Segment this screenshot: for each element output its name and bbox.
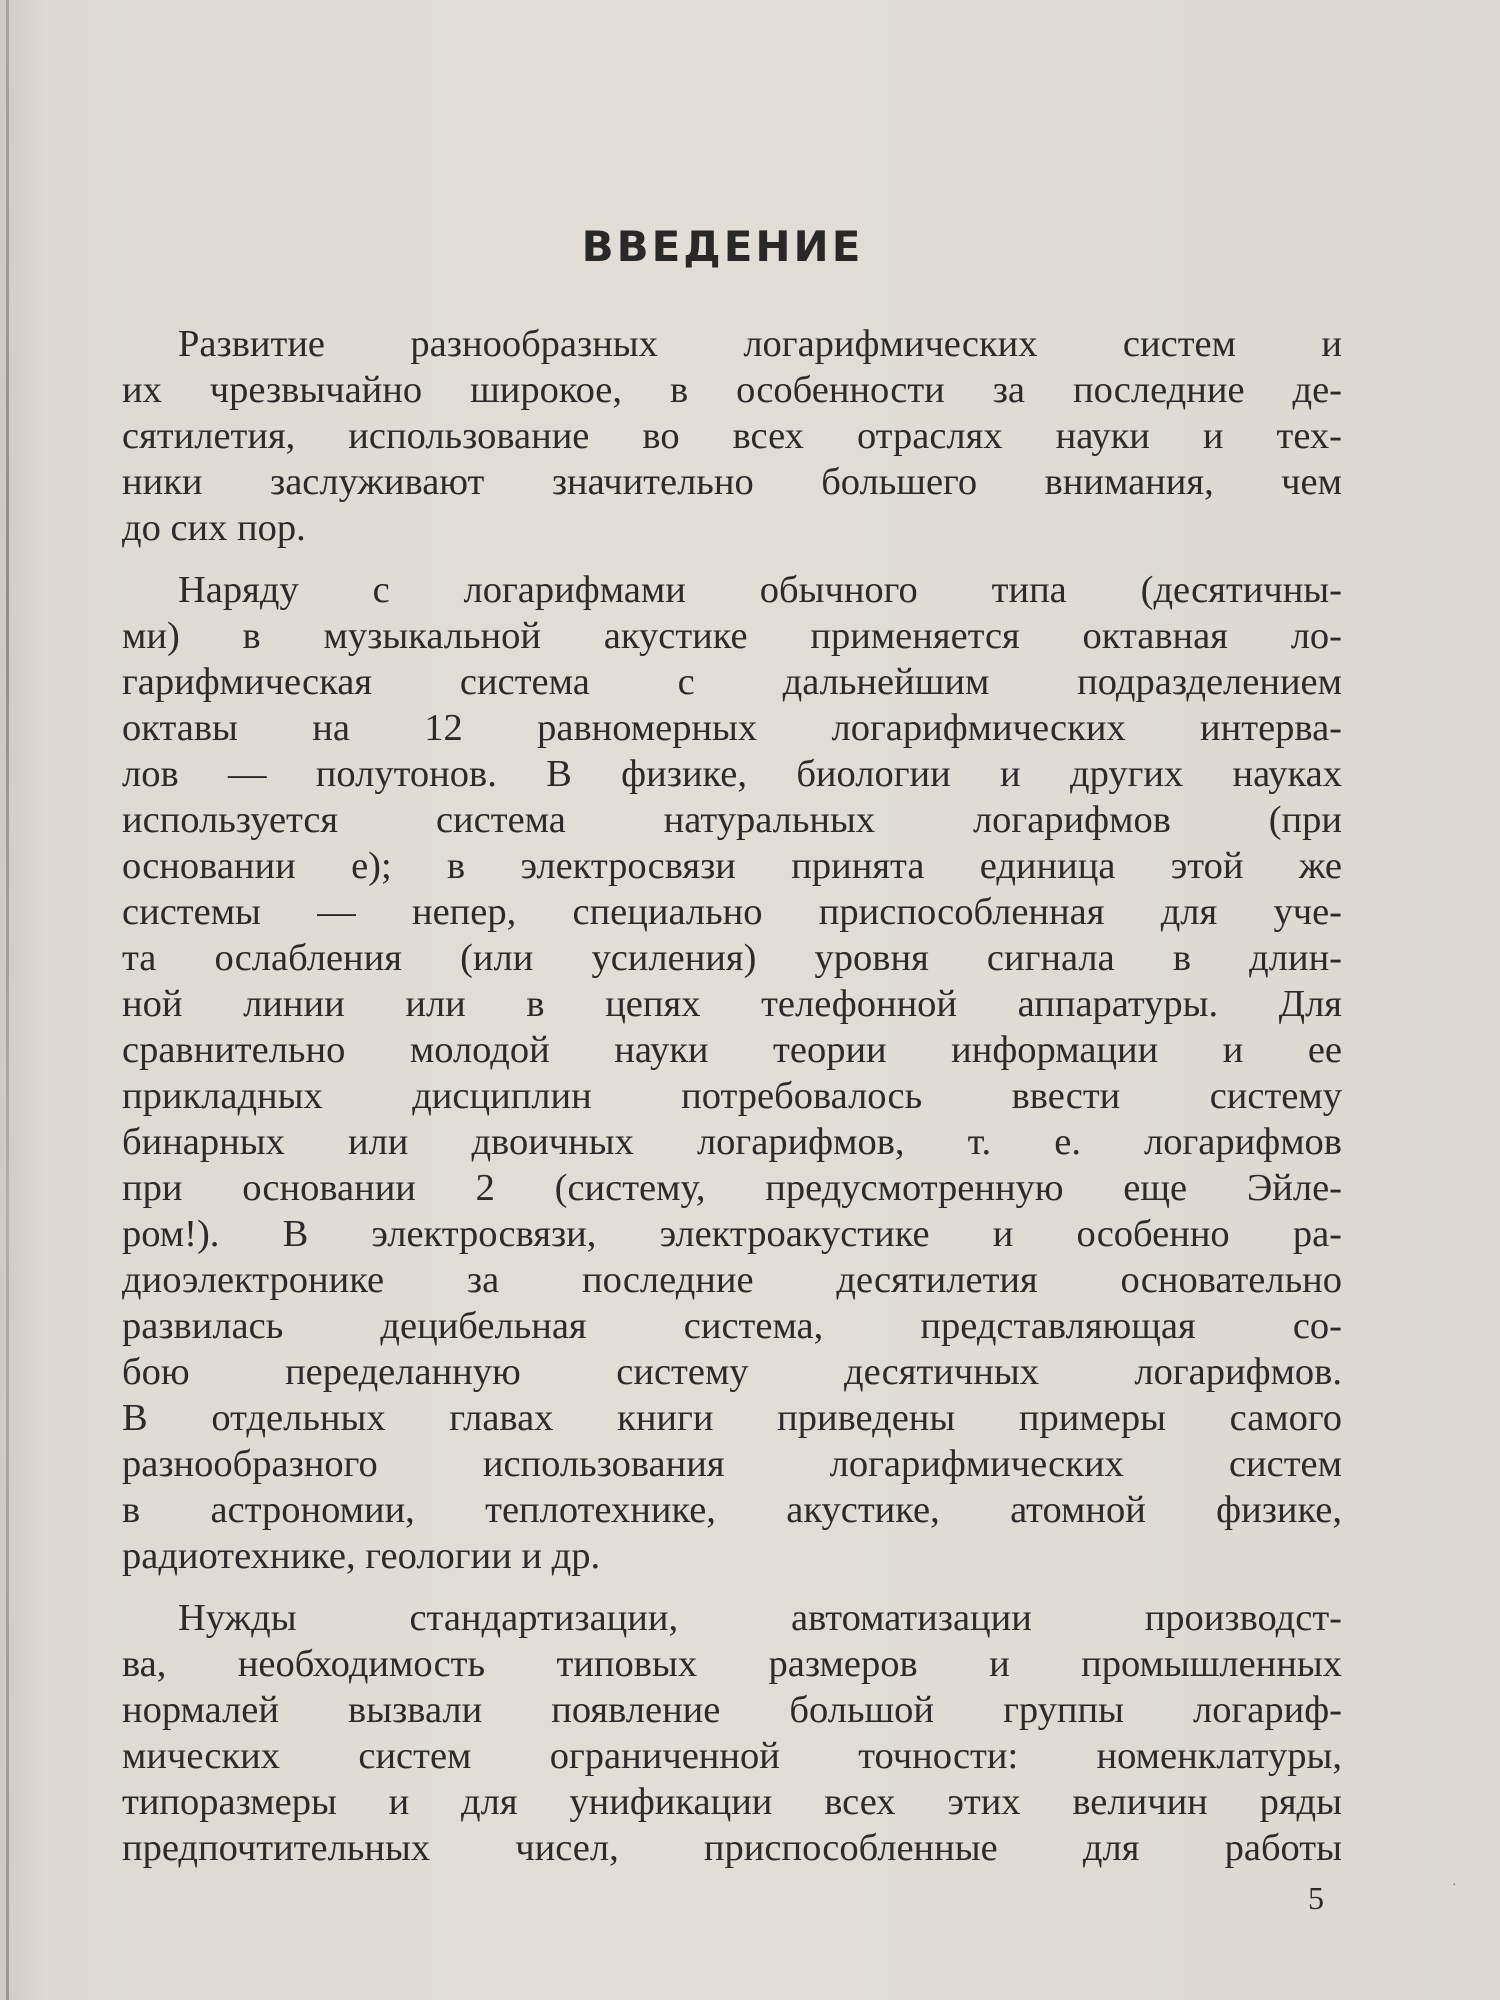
text-line: лов — полутонов. В физике, биологии и других науках — [122, 753, 1342, 795]
text-line: основании е); в электросвязи принята единица этой же — [122, 845, 1342, 887]
text-line: ми) в музыкальной акустике применяется октавная ло- — [122, 615, 1342, 657]
text-line: В отдельных главах книги приведены примеры самого — [122, 1397, 1342, 1439]
text-line: в астрономии, теплотехнике, акустике, атомной физике, — [122, 1489, 1342, 1531]
chapter-title: ВВЕДЕНИЕ — [581, 222, 864, 271]
text-line: их чрезвычайно широкое, в особенности за последние де- — [122, 369, 1342, 411]
text-line: системы — непер, специально приспособленная для уче- — [122, 891, 1342, 933]
text-line: разнообразного использования логарифмических систем — [122, 1443, 1342, 1485]
text-line: Наряду с логарифмами обычного типа (десятичны- — [178, 569, 1342, 611]
text-line: сятилетия, использование во всех отраслях науки и тех- — [122, 415, 1342, 457]
text-line: Развитие разнообразных логарифмических систем и — [178, 323, 1342, 365]
text-line: ром!). В электросвязи, электроакустике и особенно ра- — [122, 1213, 1342, 1255]
text-line: ной линии или в цепях телефонной аппаратуры. Для — [122, 983, 1342, 1025]
text-line: гарифмическая система с дальнейшим подразделением — [122, 661, 1342, 703]
text-line: мических систем ограниченной точности: номенклатуры, — [122, 1735, 1342, 1777]
text-line: предпочтительных чисел, приспособленные для работы — [122, 1827, 1342, 1869]
text-line: до сих пор. — [122, 507, 306, 549]
text-line: развилась децибельная система, представляющая со- — [122, 1305, 1342, 1347]
text-line: бою переделанную систему десятичных логарифмов. — [122, 1351, 1342, 1393]
text-line: бинарных или двоичных логарифмов, т. е. логарифмов — [122, 1121, 1342, 1163]
binding-edge — [6, 0, 9, 2000]
text-line: типоразмеры и для унификации всех этих величин ряды — [122, 1781, 1342, 1823]
text-line: ва, необходимость типовых размеров и промышленных — [122, 1643, 1342, 1685]
text-line: та ослабления (или усиления) уровня сигнала в длин- — [122, 937, 1342, 979]
paper-speck: · — [1452, 1878, 1457, 1893]
text-line: нормалей вызвали появление большой группы логариф- — [122, 1689, 1342, 1731]
text-line: диоэлектронике за последние десятилетия основательно — [122, 1259, 1342, 1301]
text-line: прикладных дисциплин потребовалось ввести систему — [122, 1075, 1342, 1117]
text-line: используется система натуральных логарифмов (при — [122, 799, 1342, 841]
text-line: сравнительно молодой науки теории информации и ее — [122, 1029, 1342, 1071]
text-line: радиотехнике, геологии и др. — [122, 1535, 601, 1577]
text-line: при основании 2 (систему, предусмотренную еще Эйле- — [122, 1167, 1342, 1209]
page-number: 5 — [1308, 1880, 1324, 1916]
text-line: ники заслуживают значительно большего внимания, чем — [122, 461, 1342, 503]
text-line: октавы на 12 равномерных логарифмических интерва- — [122, 707, 1342, 749]
text-line: Нужды стандартизации, автоматизации производст- — [178, 1597, 1342, 1639]
